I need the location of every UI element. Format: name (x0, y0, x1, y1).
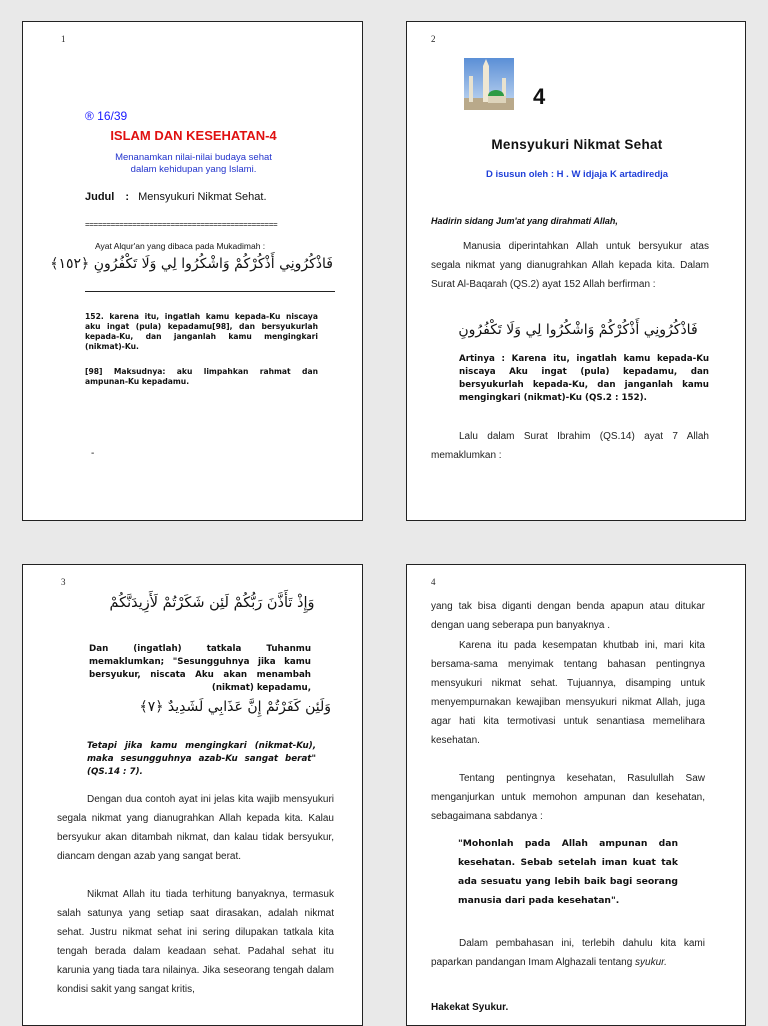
page-number: 4 (431, 577, 436, 587)
page-2 (406, 21, 746, 521)
arabic-verse-2: وَلَئِن كَفَرْتُمْ إِنَّ عَذَابِي لَشَدِيدٌ ﴿٧﴾ (139, 699, 331, 715)
judul-label: Judul (85, 191, 115, 203)
page-1 (22, 21, 363, 521)
arabic-verse-1: وَإِذْ تَأَذَّنَ رَبُّكُمْ لَئِن شَكَرْتُمْ لَأَزِيدَنَّكُمْ (109, 595, 315, 611)
paragraph-3: Tentang pentingnya kesehatan, Rasulullah Saw menganjurkan untuk memohon ampunan dan kesehatan, sebagaimana sabdanya : (431, 773, 705, 822)
judul-colon: : (125, 191, 130, 203)
page-4 (406, 564, 746, 1026)
reference-code: ® 16/39 (85, 109, 128, 123)
translation-artinya: Artinya : Karena itu, ingatlah kamu kepada-Ku niscaya Aku ingat (pula) kepadamu, dan bersyukurlah kepada-Ku, dan janganlah kamu mengingkari (nikmat)-Ku (QS.2 : 152). (459, 354, 709, 403)
translation-1: Dan (ingatlah) tatkala Tuhanmu memaklumkan; "Sesungguhnya jika kamu bersyukur, niscata Aku akan menambah (nikmat) kepadamu, (89, 644, 311, 693)
paragraph-4-italic: syukur. (635, 957, 667, 968)
paragraph-1: Dengan dua contoh ayat ini jelas kita wajib mensyukuri segala nikmat yang dianugrahkan Allah kepada kita. Kalau bersyukur akan ditambah nikmat, dan kalau tidak bersyukur, diancam dengan azab yang sangat berat. (57, 794, 334, 862)
page-number: 1 (61, 34, 66, 44)
subtitle-line-2: dalam kehidupan yang Islami. (130, 164, 257, 175)
arabic-verse: فَاذْكُرُونِي أَذْكُرْكُمْ وَاشْكُرُوا لِي وَلَا تَكْفُرُونِ ﴿١٥٢﴾ (50, 256, 333, 272)
paragraph-2: Karena itu pada kesempatan khutbab ini, mari kita bersama-sama menyimak tentang bahasan pentingnya mensyukuri nikmat sehat. Tujuannya, disamping untuk menyempurnakan kewajiban mensyukuri nikmat Allah, juga agar hati kita termotivasi untuk senantiasa memelihara kesehatan. (431, 640, 705, 746)
paragraph-1: yang tak bisa diganti dengan benda apapun atau ditukar dengan uang seberapa pun banyaknya . (431, 601, 705, 631)
separator-line: ============================================= (85, 220, 278, 229)
paragraph-2: Nikmat Allah itu tiada terhitung banyaknya, termasuk salah satunya yang setiap saat dirasakan, adalah nikmat sehat. Justru nikmat sehat ini sering dilupakan tatkala kita tengah berada dalam keadaan sehat. Padahal sehat itu karunia yang tiada tara nilainya. Jika seseorang tengah dalam kondisi sakit yang sangat kritis, (57, 889, 334, 995)
judul-value: Mensyukuri Nikmat Sehat. (138, 191, 267, 203)
page-number: 2 (431, 34, 436, 44)
ayat-label: Ayat Alqur'an yang dibaca pada Mukadimah : (95, 241, 266, 251)
page-number: 3 (61, 577, 66, 587)
paragraph-4 (431, 934, 705, 972)
translation-2: Tetapi jika kamu mengingkari (nikmat-Ku), maka sesungguhnya azab-Ku sangat berat" (QS.14 : 7). (87, 741, 316, 777)
mosque-icon (464, 58, 514, 110)
arabic-verse: فَاذْكُرُونِي أَذْكُرْكُمْ وَاشْكُرُوا لِي وَلَا تَكْفُرُونِ (458, 322, 698, 338)
author-line: D isusun oleh : H . W idjaja K artadiredja (485, 169, 669, 180)
divider (85, 291, 335, 292)
series-title: ISLAM DAN KESEHATAN-4 (110, 128, 277, 143)
footnote-98: [98] Maksudnya: aku limpahkan rahmat dan ampunan-Ku kepadamu. (85, 367, 318, 386)
section-heading: Hakekat Syukur. (431, 1002, 509, 1013)
mosque-image (464, 58, 514, 110)
hadith-quote: "Mohonlah pada Allah ampunan dan kesehatan. Sebab setelah iman kuat tak ada sesuatu yang lebih baik bagi seorang manusia dari pada kesehatan". (458, 838, 678, 906)
subtitle-line-1: Menanamkan nilai-nilai budaya sehat (115, 152, 272, 163)
greeting: Hadirin sidang Jum'at yang dirahmati Allah, (431, 216, 618, 226)
page-title: Mensyukuri Nikmat Sehat (491, 137, 663, 152)
paragraph-1: Manusia diperintahkan Allah untuk bersyukur atas segala nikmat yang dianugrahkan Allah kepada kita. Dalam Surat Al-Baqarah (QS.2) ayat 152 Allah berfirman : (431, 241, 709, 290)
paragraph-4-text: Dalam pembahasan ini, terlebih dahulu kita kami paparkan pandangan Imam Alghazali tentang (431, 938, 705, 968)
translation-152: 152. karena itu, ingatlah kamu kepada-Ku niscaya aku ingat (pula) kepadamu[98], dan bersyukurlah kepada-Ku, dan janganlah kamu mengingkari (nikmat)-Ku. (85, 312, 318, 351)
dash-mark: - (91, 448, 95, 459)
series-subtitle (23, 152, 363, 176)
page-3 (22, 564, 363, 1026)
chapter-number: 4 (533, 84, 546, 109)
judul-row (85, 191, 267, 203)
paragraph-2: Lalu dalam Surat Ibrahim (QS.14) ayat 7 Allah memaklumkan : (431, 431, 709, 461)
